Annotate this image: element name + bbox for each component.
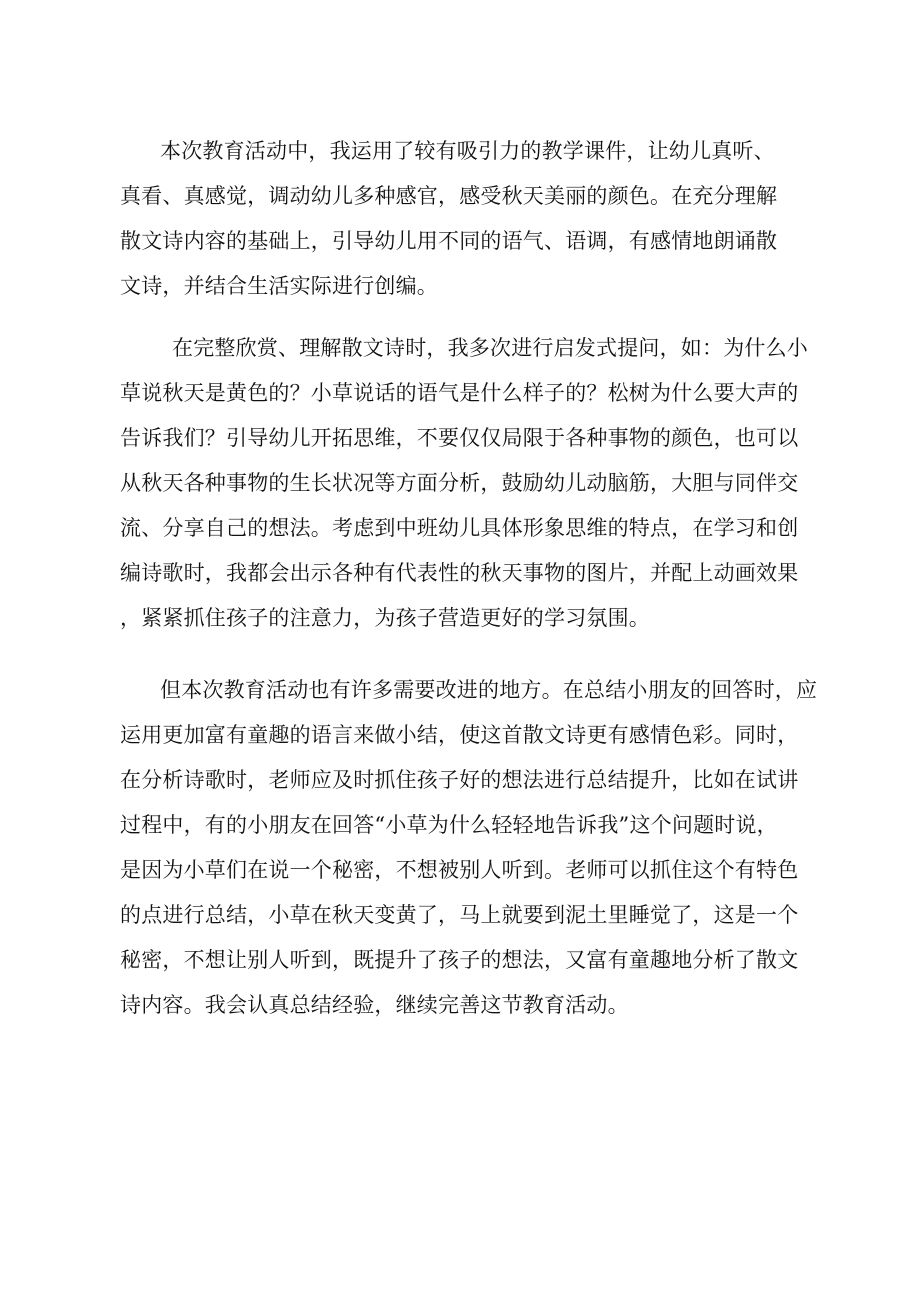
paragraph-2-line: ，紧紧抓住孩子的注意力，为孩子营造更好的学习氛围。 — [120, 606, 650, 630]
paragraph-2-line: 告诉我们？引导幼儿开拓思维，不要仅仅局限于各种事物的颜色，也可以 — [120, 426, 799, 450]
paragraph-3-line: 秘密，不想让别人听到，既提升了孩子的想法，又富有童趣地分析了散文 — [120, 948, 799, 972]
paragraph-1-line: 真看、真感觉，调动幼儿多种感官，感受秋天美丽的颜色。在充分理解 — [120, 184, 778, 208]
paragraph-1-line: 文诗，并结合生活实际进行创编。 — [120, 274, 438, 298]
paragraph-2-line: 在完整欣赏、理解散文诗时，我多次进行启发式提问，如：为什么小 — [172, 336, 808, 360]
paragraph-2-line: 编诗歌时，我都会出示各种有代表性的秋天事物的图片，并配上动画效果 — [120, 561, 799, 585]
paragraph-1-line: 本次教育活动中，我运用了较有吸引力的教学课件，让幼儿真听、 — [160, 139, 775, 163]
paragraph-1-line: 散文诗内容的基础上，引导幼儿用不同的语气、语调，有感情地朗诵散 — [120, 229, 778, 253]
paragraph-3 — [120, 668, 818, 1028]
paragraph-3-line: 是因为小草们在说一个秘密，不想被别人听到。老师可以抓住这个有特色 — [120, 858, 799, 882]
paragraph-3-line: 的点进行总结，小草在秋天变黄了，马上就要到泥土里睡觉了，这是一个 — [120, 903, 799, 927]
paragraph-3-line: 诗内容。我会认真总结经验，继续完善这节教育活动。 — [120, 993, 629, 1017]
paragraph-2-line: 流、分享自己的想法。考虑到中班幼儿具体形象思维的特点，在学习和创 — [120, 516, 799, 540]
paragraph-2 — [120, 326, 810, 641]
paragraph-2-line: 草说秋天是黄色的？小草说话的语气是什么样子的？松树为什么要大声的 — [120, 381, 799, 405]
paragraph-3-line: 运用更加富有童趣的语言来做小结，使这首散文诗更有感情色彩。同时， — [120, 723, 799, 747]
paragraph-1 — [120, 129, 810, 309]
paragraph-3-line: 在分析诗歌时，老师应及时抓住孩子好的想法进行总结提升，比如在试讲 — [120, 768, 799, 792]
paragraph-3-line: 但本次教育活动也有许多需要改进的地方。在总结小朋友的回答时，应 — [160, 678, 818, 702]
paragraph-3-line: 过程中，有的小朋友在回答“小草为什么轻轻地告诉我”这个问题时说， — [120, 813, 778, 837]
paragraph-2-line: 从秋天各种事物的生长状况等方面分析，鼓励幼儿动脑筋，大胆与同伴交 — [120, 471, 799, 495]
